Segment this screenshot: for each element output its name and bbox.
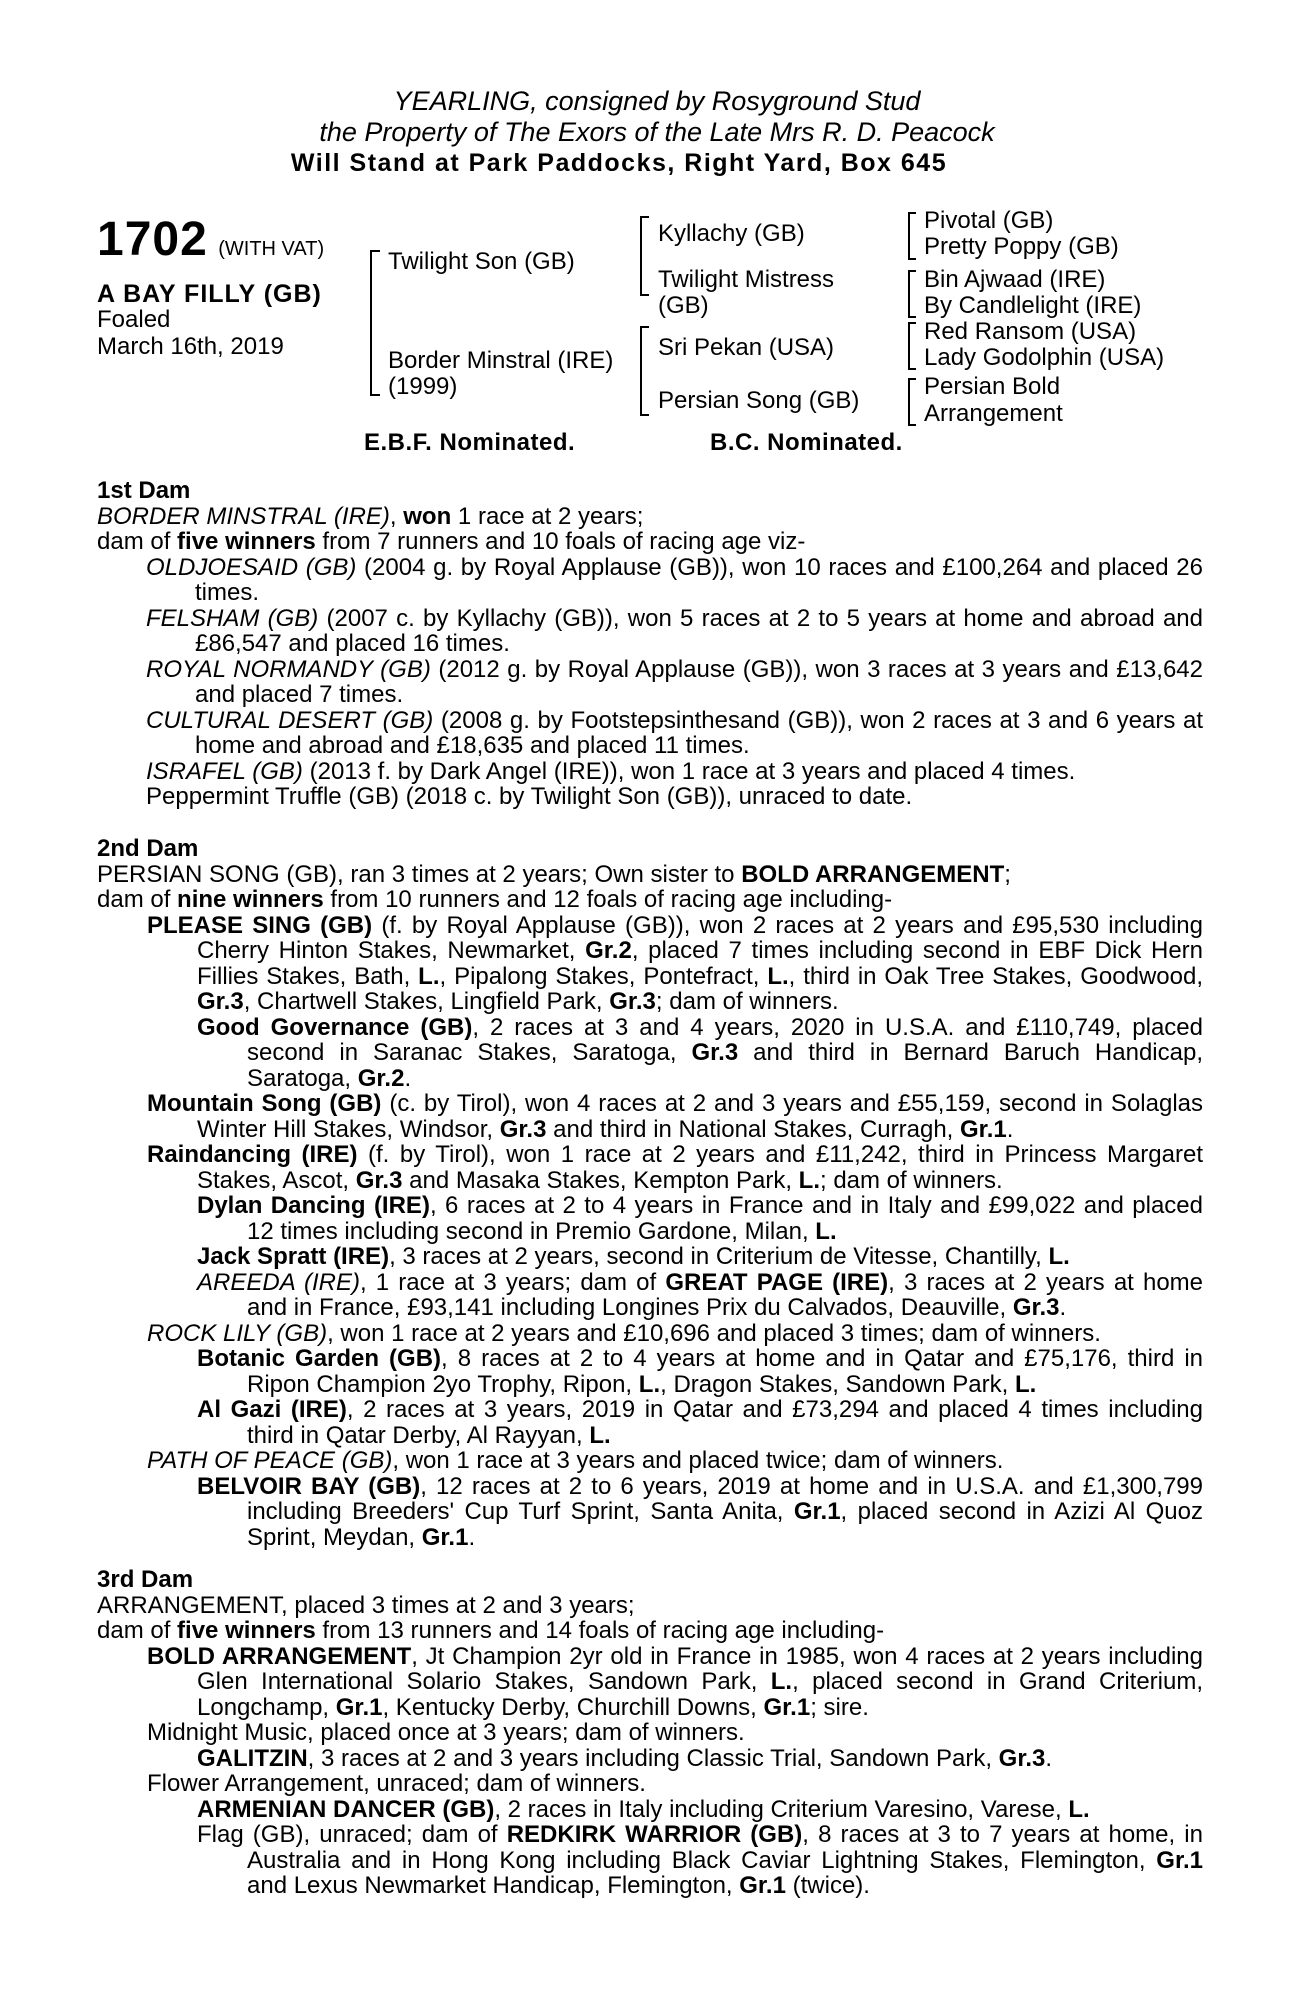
- entry-belvoir-bay: [97, 1474, 1203, 1551]
- offspring-6: Peppermint Truffle (GB) (2018 c. by Twilight Son (GB)), unraced to date.: [146, 783, 913, 810]
- record-text: , 2 races at 3 years, 2019 in Qatar and £73,294 and placed 4 times including third in Qatar Derby, Al Rayyan,: [247, 1396, 1203, 1449]
- record-text: , placed second in Grand Criterium, Longchamp,: [197, 1668, 1204, 1721]
- entry-path-of-peace: [97, 1448, 1203, 1474]
- record-text: and third in Bernard Baruch Handicap, Saratoga,: [247, 1039, 1203, 1092]
- offspring-name: ROYAL NORMANDY (GB): [146, 655, 431, 683]
- sire-sire: Kyllachy (GB): [658, 220, 805, 247]
- grade: Gr.2: [585, 937, 632, 964]
- offspring-2: [97, 606, 1203, 657]
- offspring-1: [97, 555, 1203, 606]
- record-text: , won 1 race at 2 years and £10,696 and placed 3 times; dam of winners.: [327, 1319, 1101, 1347]
- record-text: .: [1045, 1744, 1053, 1772]
- offspring-record: (2008 g. by Footstepsinthesand (GB)), won 2 races at 3 and 6 years at home and abroad and £18,635 and placed 11 times.: [195, 706, 1203, 759]
- horse-name: ROCK LILY (GB): [147, 1319, 328, 1347]
- first-dam-line1: [97, 504, 1203, 530]
- foaled-date: March 16th, 2019: [97, 333, 284, 360]
- grade: L.: [798, 1166, 820, 1194]
- entry-dylan-dancing: [97, 1193, 1203, 1244]
- entry-areeda: [97, 1270, 1203, 1321]
- entry-midnight-music: Midnight Music, placed once at 3 years; dam of winners.: [147, 1719, 745, 1746]
- brace-sd: [908, 270, 916, 318]
- ped-ssd: Pretty Poppy (GB): [924, 233, 1119, 260]
- dam-dam: Persian Song (GB): [658, 387, 860, 414]
- runners-text: from 13 runners and 14 foals of racing age including-: [315, 1617, 885, 1644]
- ped-sss: Pivotal (GB): [924, 207, 1054, 234]
- record-text: , won 1 race at 3 years and placed twice; dam of winners.: [392, 1447, 1004, 1474]
- sire-dam-line2: (GB): [658, 292, 709, 319]
- grade: L.: [638, 1370, 661, 1398]
- entry-flag: [97, 1822, 1203, 1899]
- offspring-record: (2013 f. by Dark Angel (IRE)), won 1 race at 3 years and placed 4 times.: [302, 757, 1076, 785]
- winners-count: nine winners: [177, 886, 324, 913]
- record-text: , placed 7 times including second in EBF Dick Hern Fillies Stakes, Bath,: [197, 937, 1204, 990]
- first-dam-section: [97, 478, 1203, 810]
- record-text: (f. by Tirol), won 1 race at 2 years and £11,242, third in Princess Margaret Stakes, Ascot,: [197, 1141, 1204, 1194]
- horse-name: BOLD ARRANGEMENT: [147, 1642, 412, 1670]
- brace-ds: [908, 322, 916, 370]
- semicolon: ;: [1004, 860, 1011, 888]
- offspring-record: (2004 g. by Royal Applause (GB)), won 10 races and £100,264 and placed 26 times.: [195, 553, 1203, 606]
- grade: Gr.1: [793, 1498, 841, 1525]
- entry-please-sing: [97, 913, 1203, 1015]
- comma: ,: [389, 502, 404, 530]
- brace-ss: [908, 212, 916, 260]
- location-line: Will Stand at Park Paddocks, Right Yard, Box 645: [290, 149, 948, 177]
- offspring-name: CULTURAL DESERT (GB): [146, 706, 434, 734]
- record-text: , Chartwell Stakes, Lingfield Park,: [243, 988, 610, 1015]
- ped-dds: Persian Bold: [924, 373, 1061, 400]
- offspring-3: [97, 657, 1203, 708]
- entry-good-governance: [97, 1015, 1203, 1092]
- horse-name: Mountain Song (GB): [147, 1090, 382, 1117]
- record-text: , Jt Champion 2yr old in France in 1985, won 4 races at 2 years including Glen International Solario Stakes, Sandown Park,: [197, 1642, 1203, 1695]
- offspring-5: [97, 759, 1203, 785]
- entry-mountain-song: [97, 1091, 1203, 1142]
- brace-sire: [640, 216, 649, 296]
- dam-sire: Sri Pekan (USA): [658, 334, 835, 361]
- record-text: , placed second in Azizi Al Quoz Sprint, Meydan,: [247, 1498, 1203, 1551]
- horse-name: PATH OF PEACE (GB): [147, 1447, 393, 1474]
- record-text: and Lexus Newmarket Handicap, Flemington,: [247, 1872, 740, 1899]
- record-text: , 1 race at 3 years; dam of: [359, 1268, 666, 1296]
- sire-dam-line1: Twilight Mistress: [658, 266, 835, 293]
- grade: L.: [589, 1421, 611, 1449]
- offspring-name: FELSHAM (GB): [146, 604, 319, 632]
- record-text: .: [1059, 1294, 1067, 1321]
- vat-label: (WITH VAT): [218, 238, 325, 260]
- record-text: , 3 races at 2 and 3 years including Classic Trial, Sandown Park,: [307, 1744, 999, 1772]
- third-dam-section: [97, 1567, 1203, 1899]
- second-dam-section: [97, 836, 1203, 1550]
- ped-sds: Bin Ajwaad (IRE): [924, 266, 1106, 293]
- horse-name: Good Governance (GB): [197, 1013, 473, 1041]
- record-text: Flag (GB), unraced; dam of: [197, 1821, 507, 1848]
- horse-name: Jack Spratt (IRE): [197, 1243, 390, 1270]
- record-text: , 3 races at 2 years, second in Criterium de Vitesse, Chantilly,: [389, 1243, 1049, 1270]
- foaled-label: Foaled: [97, 306, 171, 333]
- ped-dss: Red Ransom (USA): [924, 318, 1137, 345]
- record-text: , 8 races at 3 to 7 years at home, in Australia and in Hong Kong including Black Caviar Lightning Stakes, Flemington,: [247, 1821, 1203, 1874]
- record-text: , Pipalong Stakes, Pontefract,: [439, 962, 768, 990]
- grade: Gr.3: [998, 1744, 1046, 1772]
- second-dam-heading: 2nd Dam: [97, 835, 199, 862]
- ped-sdd: By Candlelight (IRE): [924, 292, 1142, 319]
- entry-flower-arrangement: Flower Arrangement, unraced; dam of winners.: [147, 1770, 646, 1797]
- grade: Gr.1: [335, 1693, 383, 1721]
- grade: Gr.1: [739, 1872, 786, 1899]
- horse-name: REDKIRK WARRIOR (GB): [506, 1821, 803, 1848]
- record-text: (c. by Tirol), won 4 races at 2 and 3 years and £55,159, second in Solaglas Winter Hill Stakes, Windsor,: [197, 1090, 1203, 1143]
- record-text: , Kentucky Derby, Churchill Downs,: [382, 1693, 764, 1721]
- entry-galitzin: [97, 1746, 1203, 1772]
- consignor-line: YEARLING, consigned by Rosyground Stud: [393, 86, 921, 116]
- dam-of: dam of: [97, 528, 178, 555]
- grade: Gr.3: [691, 1039, 739, 1066]
- horse-name: Dylan Dancing (IRE): [197, 1192, 430, 1219]
- record-text: (twice).: [785, 1872, 870, 1899]
- grade: L.: [770, 1668, 793, 1695]
- third-dam-heading: 3rd Dam: [97, 1566, 194, 1593]
- record-text: and Masaka Stakes, Kempton Park,: [402, 1166, 799, 1194]
- record-text: , third in Oak Tree Stakes, Goodwood,: [788, 962, 1204, 990]
- grade: L.: [1068, 1795, 1090, 1823]
- first-dam-line2: [97, 529, 1203, 555]
- property-line: the Property of The Exors of the Late Mrs R. D. Peacock: [319, 117, 995, 147]
- horse-name: PLEASE SING (GB): [147, 911, 373, 939]
- grade: Gr.3: [1012, 1294, 1060, 1321]
- won-bold: won: [403, 502, 452, 530]
- dam-year: (1999): [388, 373, 458, 400]
- first-dam-heading: 1st Dam: [97, 477, 191, 504]
- sire-name: Twilight Son (GB): [388, 248, 575, 275]
- grade: L.: [1048, 1243, 1070, 1270]
- dam-of: dam of: [97, 1617, 178, 1644]
- record-text: (f. by Royal Applause (GB)), won 2 races at 2 years and £95,530 including Cherry Hinton Stakes, Newmarket,: [197, 911, 1203, 964]
- bc-nominated: B.C. Nominated.: [710, 429, 903, 456]
- dam-name-text: BORDER MINSTRAL (IRE): [97, 502, 390, 530]
- brace-dd: [908, 378, 916, 426]
- entry-armenian-dancer: [97, 1797, 1203, 1823]
- race-text: 1 race at 2 years;: [451, 502, 644, 530]
- offspring-record: (2012 g. by Royal Applause (GB)), won 3 races at 3 years and £13,642 and placed 7 times.: [195, 655, 1203, 708]
- winners-count: five winners: [177, 528, 316, 555]
- horse-name: BELVOIR BAY (GB): [197, 1472, 421, 1500]
- horse-name: GREAT PAGE (IRE): [665, 1268, 889, 1296]
- record-text: ; dam of winners.: [819, 1166, 1003, 1194]
- third-dam-line2: [97, 1618, 1203, 1644]
- offspring-name: ISRAFEL (GB): [146, 757, 303, 785]
- entry-botanic-garden: [97, 1346, 1203, 1397]
- horse-name: AREEDA (IRE): [197, 1268, 360, 1296]
- horse-name: Botanic Garden (GB): [197, 1345, 442, 1372]
- record-text: .: [404, 1064, 412, 1092]
- grade: L.: [815, 1217, 837, 1245]
- winners-count: five winners: [177, 1617, 316, 1644]
- horse-name: GALITZIN: [197, 1744, 308, 1772]
- record-text: , 8 races at 2 to 4 years at home and in Qatar and £75,176, third in Ripon Champion 2yo Trophy, Ripon,: [247, 1345, 1203, 1398]
- grade: L.: [418, 962, 440, 990]
- offspring-4: [97, 708, 1203, 759]
- entry-rock-lily: [97, 1321, 1203, 1347]
- record-text: , Dragon Stakes, Sandown Park,: [660, 1370, 1015, 1398]
- grade: Gr.1: [763, 1693, 811, 1721]
- sister-name: BOLD ARRANGEMENT: [741, 860, 1005, 888]
- horse-name: Raindancing (IRE): [147, 1141, 358, 1168]
- record-text: , 12 races at 2 to 6 years, 2019 at home and in U.S.A. and £1,300,799 including Breeders' Cup Turf Sprint, Santa Anita,: [247, 1472, 1204, 1525]
- record-text: , 6 races at 2 to 4 years in France and in Italy and £99,022 and placed 12 times including second in Premio Gardone, Milan,: [247, 1192, 1204, 1245]
- second-dam-line1: [97, 862, 1203, 888]
- record-text: , 2 races at 3 and 4 years, 2020 in U.S.A. and £110,749, placed second in Saranac Stakes, Saratoga,: [247, 1013, 1203, 1066]
- grade: Gr.1: [421, 1523, 469, 1551]
- entry-raindancing: [97, 1142, 1203, 1193]
- lot-number: 1702: [97, 213, 208, 266]
- runners-text: from 7 runners and 10 foals of racing age viz-: [315, 528, 806, 555]
- second-dam-line2: [97, 887, 1203, 913]
- grade: Gr.1: [1156, 1846, 1203, 1874]
- grade: Gr.2: [357, 1064, 405, 1092]
- entry-jack-spratt: [97, 1244, 1203, 1270]
- brace-dam: [640, 326, 649, 416]
- brace-main: [370, 250, 380, 396]
- record-text: ; dam of winners.: [655, 988, 839, 1015]
- grade: Gr.1: [960, 1115, 1007, 1143]
- record-text: , 3 races at 2 years at home and in France, £93,141 including Longines Prix du Calvados, Deauville,: [247, 1268, 1204, 1321]
- runners-text: from 10 runners and 12 foals of racing age including-: [323, 886, 893, 913]
- horse-name: ARMENIAN DANCER (GB): [197, 1795, 495, 1823]
- offspring-name: OLDJOESAID (GB): [146, 553, 357, 581]
- grade: Gr.3: [609, 988, 656, 1015]
- ped-dsd: Lady Godolphin (USA): [924, 344, 1165, 371]
- lot-header: [97, 212, 324, 267]
- record-text: , 2 races in Italy including Criterium Varesino, Varese,: [494, 1795, 1069, 1823]
- grade: Gr.3: [355, 1166, 403, 1194]
- grade: L.: [1014, 1370, 1037, 1398]
- grade: Gr.3: [499, 1115, 547, 1143]
- horse-name: Al Gazi (IRE): [197, 1396, 347, 1423]
- dam-of: dam of: [97, 886, 178, 913]
- lot-title: A BAY FILLY (GB): [97, 280, 322, 308]
- dam-desc: PERSIAN SONG (GB), ran 3 times at 2 years; Own sister to: [97, 860, 742, 888]
- record-text: .: [468, 1523, 476, 1551]
- grade: Gr.3: [197, 988, 244, 1015]
- dam-name: Border Minstral (IRE): [388, 347, 614, 374]
- third-dam-line1: ARRANGEMENT, placed 3 times at 2 and 3 years;: [97, 1591, 635, 1619]
- entry-al-gazi: [97, 1397, 1203, 1448]
- grade: L.: [767, 962, 789, 990]
- entry-bold-arrangement: [97, 1644, 1203, 1721]
- offspring-record: (2007 c. by Kyllachy (GB)), won 5 races at 2 to 5 years at home and abroad and £86,547 and placed 16 times.: [195, 604, 1204, 657]
- record-text: and third in National Stakes, Curragh,: [546, 1115, 961, 1143]
- record-text: .: [1006, 1115, 1014, 1143]
- ped-ddd: Arrangement: [924, 400, 1063, 427]
- ebf-nominated: E.B.F. Nominated.: [364, 429, 576, 456]
- record-text: ; sire.: [810, 1693, 869, 1721]
